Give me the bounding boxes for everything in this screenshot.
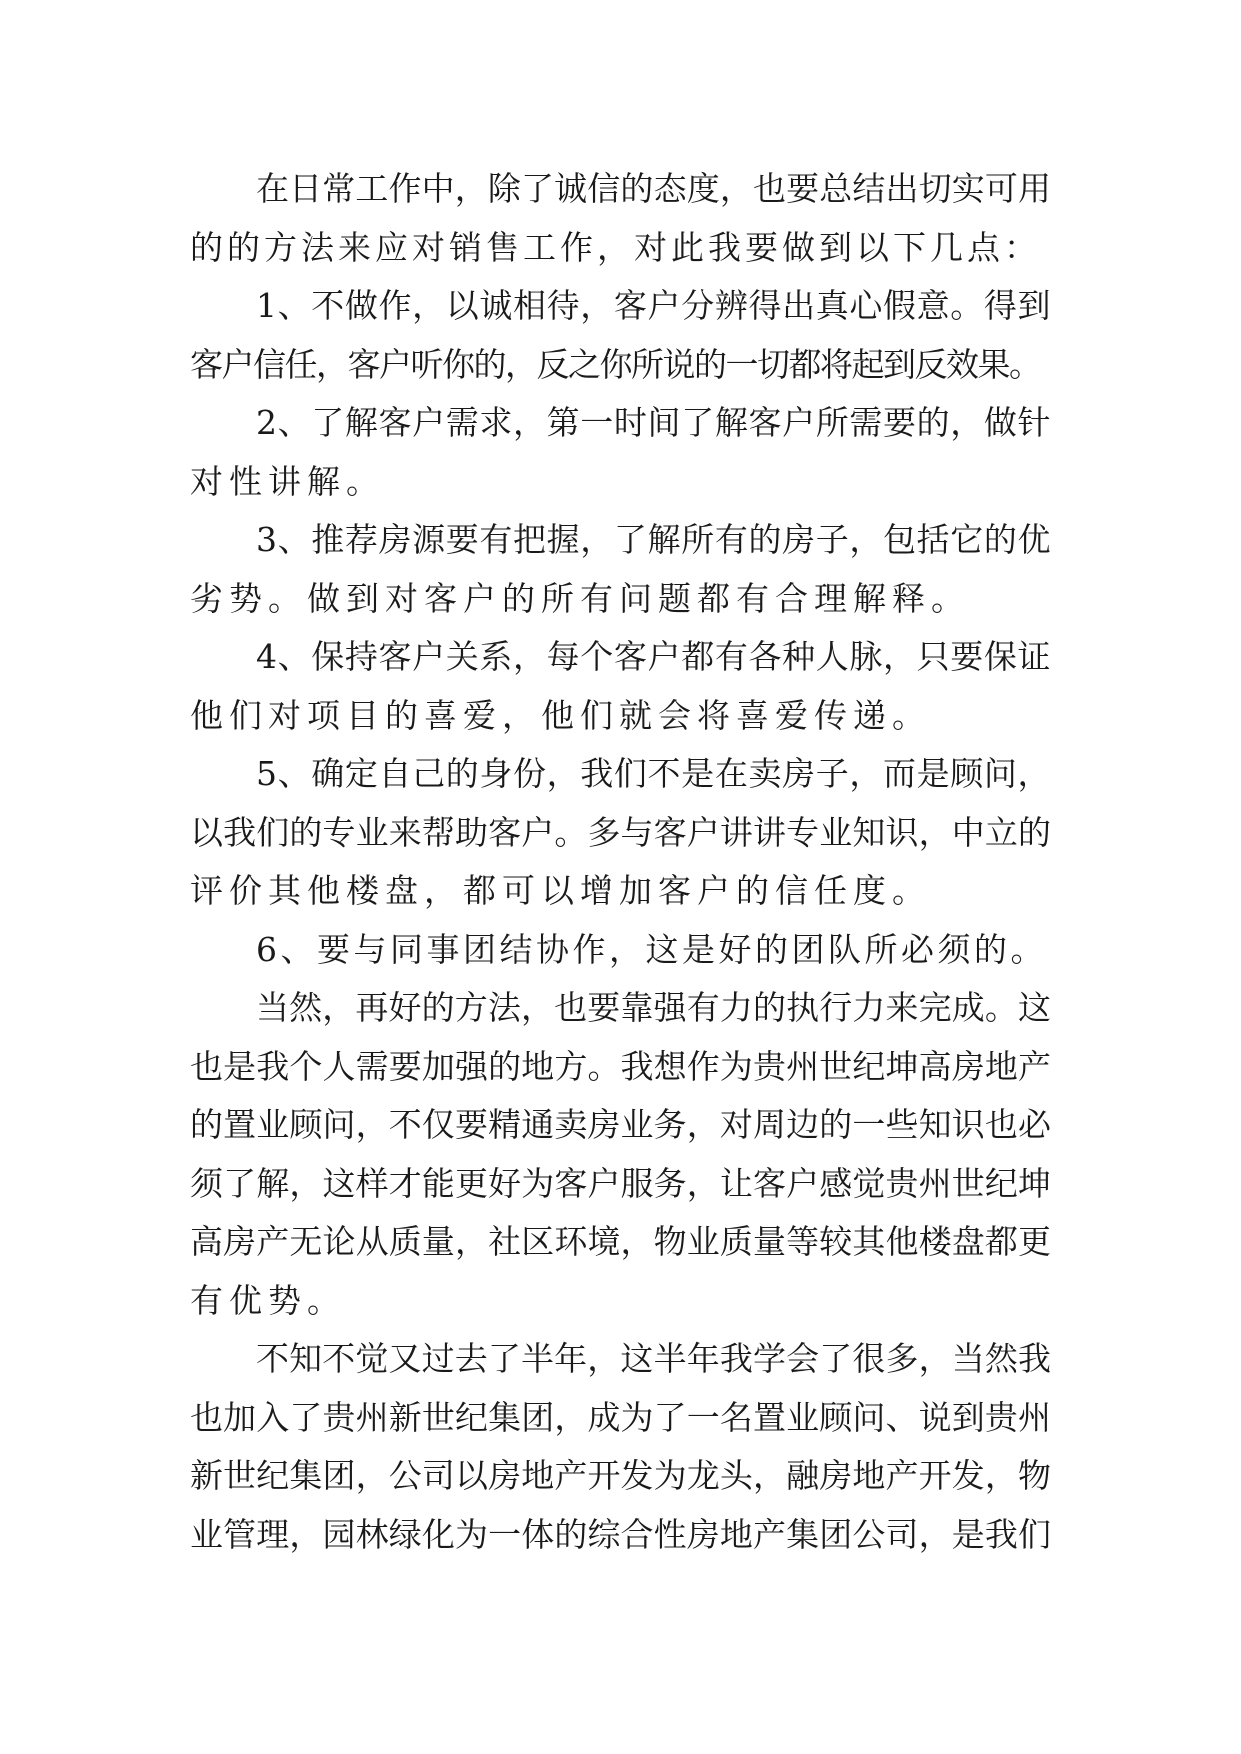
text-line: 新世纪集团，公司以房地产开发为龙头，融房地产开发，物: [190, 1456, 1051, 1495]
text-line: 对性讲解。: [190, 461, 385, 501]
text-line: 2、了解客户需求，第一时间了解客户所需要的，做针: [256, 403, 1051, 442]
text-line: 的置业顾问，不仅要精通卖房业务，对周边的一些知识也必: [190, 1105, 1051, 1144]
text-line: 也是我个人需要加强的地方。我想作为贵州世纪坤高房地产: [190, 1046, 1051, 1086]
text-line: 不知不觉又过去了半年，这半年我学会了很多，当然我: [256, 1339, 1051, 1378]
text-line: 劣势。做到对客户的所有问题都有合理解释。: [190, 578, 970, 618]
text-line: 4、保持客户关系，每个客户都有各种人脉，只要保证: [256, 637, 1051, 676]
text-line: 1、不做作，以诚相待，客户分辨得出真心假意。得到: [256, 286, 1051, 325]
text-line: 业管理，园林绿化为一体的综合性房地产集团公司，是我们: [190, 1514, 1051, 1554]
text-line: 高房产无论从质量，社区环境，物业质量等较其他楼盘都更: [190, 1222, 1051, 1261]
text-line: 当然，再好的方法，也要靠强有力的执行力来完成。这: [256, 988, 1051, 1027]
text-line: 在日常工作中，除了诚信的态度，也要总结出切实可用: [256, 169, 1051, 208]
text-line: 客户信任，客户听你的，反之你所说的一切都将起到反效果。: [190, 344, 1041, 384]
text-line: 的的方法来应对销售工作，对此我要做到以下几点：: [190, 227, 1041, 267]
text-line: 须了解，这样才能更好为客户服务，让客户感觉贵州世纪坤: [190, 1163, 1051, 1203]
text-line: 评价其他楼盘，都可以增加客户的信任度。: [190, 871, 931, 910]
text-line: 他们对项目的喜爱，他们就会将喜爱传递。: [190, 695, 931, 735]
text-line: 5、确定自己的身份，我们不是在卖房子，而是顾问，: [256, 754, 1051, 793]
text-line: 6、要与同事团结协作，这是好的团队所必须的。: [256, 929, 1047, 969]
document-body: [190, 160, 1051, 1564]
text-line: 也加入了贵州新世纪集团，成为了一名置业顾问、说到贵州: [190, 1397, 1051, 1437]
text-line: 以我们的专业来帮助客户。多与客户讲讲专业知识，中立的: [190, 812, 1051, 852]
text-line: 3、推荐房源要有把握，了解所有的房子，包括它的优: [256, 520, 1051, 559]
text-line: 有优势。: [190, 1280, 346, 1320]
